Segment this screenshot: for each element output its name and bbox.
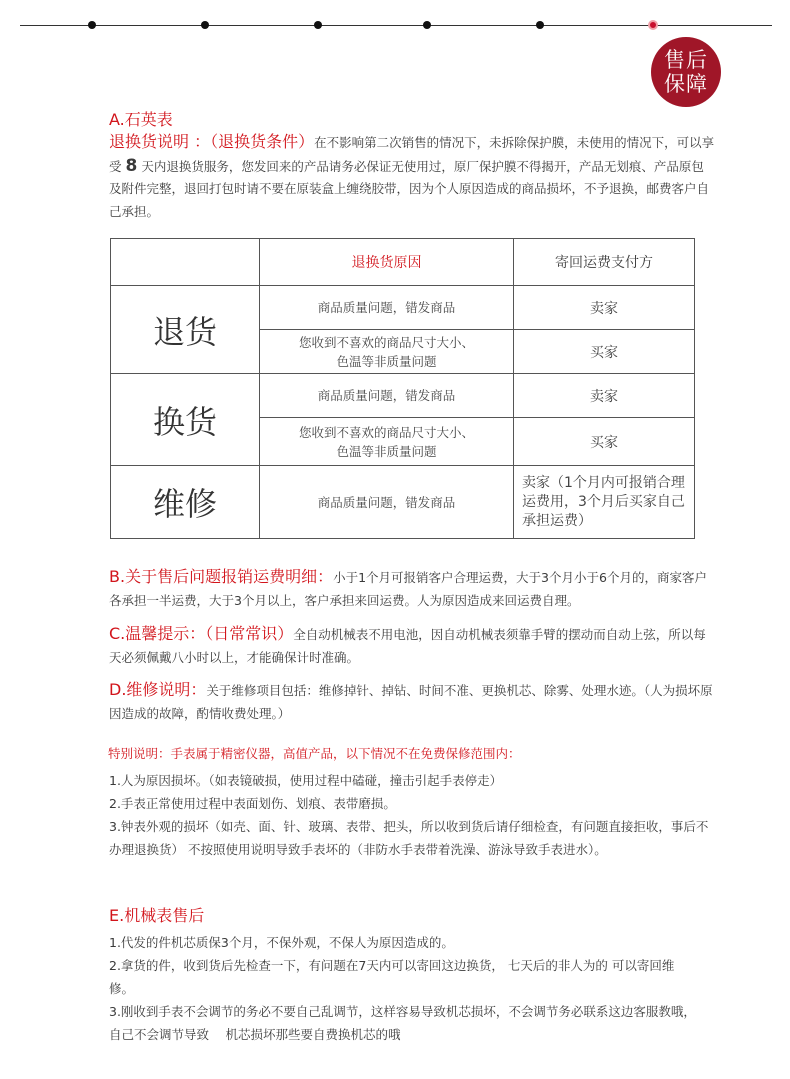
list-item: 2.拿货的件，收到货后先检查一下，有问题在7天内可以寄回这边换货， 七天后的非人为的 可以寄回维修。 [109, 958, 675, 996]
badge-line1: 售后 [664, 48, 708, 72]
timeline-dot [88, 21, 96, 29]
payer-cell: 卖家 [514, 374, 695, 418]
list-item: 1.代发的件机芯质保3个月，不保外观，不保人为原因造成的。 [109, 935, 454, 950]
payer-cell: 买家 [514, 418, 695, 466]
payer-cell: 卖家 [514, 286, 695, 330]
table-header-payer: 寄回运费支付方 [514, 239, 695, 286]
list-item: 2.手表正常使用过程中表面划伤、划痕、表带磨损。 [109, 796, 396, 811]
payer-cell: 卖家（1个月内可报销合理运费用，3个月后买家自己承担运费） [514, 466, 695, 539]
timeline-dot [201, 21, 209, 29]
special-list [109, 769, 709, 861]
table-row [111, 374, 695, 418]
section-e-title: E.机械表售后 [109, 906, 205, 925]
reason-cell: 商品质量问题，错发商品 [260, 286, 514, 330]
reason-line: 色温等非质量问题 [336, 443, 437, 459]
list-item: 3.钟表外观的损坏（如壳、面、针、玻璃、表带、把头，所以收到货后请仔细检查，有问题直接拒收，事后不办理退换货） 不按照使用说明导致手表坏的（非防水手表带着洗澡、游泳导致手表进水）。 [109, 819, 709, 857]
badge-line2: 保障 [664, 72, 708, 96]
section-a-text-1: 在不影响第二次销售的情况下，未拆除保护膜，未使用的情况下，可以享受 [109, 135, 715, 174]
section-c-text: 全自动机械表不用电池，因自动机械表须靠手臂的摆动而自动上弦，所以每天必须佩戴八小时以上，才能确保计时准确。 [109, 627, 706, 665]
section-e-list [109, 931, 699, 1046]
reason-line: 色温等非质量问题 [336, 353, 437, 369]
reason-line: 您收到不喜欢的商品尺寸大小、 [298, 424, 474, 440]
section-d [109, 679, 715, 725]
timeline-dot [536, 21, 544, 29]
section-c [109, 623, 715, 669]
timeline-dot-active [648, 20, 658, 30]
type-exchange: 换货 [111, 374, 260, 466]
table-row [111, 466, 695, 539]
section-b-text: 小于1个月可报销客户合理运费，大于3个月小于6个月的，商家客户各承担一半运费，大于3个月以上，客户承担来回运费。人为原因造成来回运费自理。 [109, 570, 707, 608]
after-sales-badge [651, 37, 721, 107]
section-a-days: 8 [125, 155, 138, 176]
section-b-label: B.关于售后问题报销运费明细： [109, 567, 334, 586]
reason-cell [260, 330, 514, 374]
timeline-dot [314, 21, 322, 29]
section-c-label: C.温馨提示：（日常常识） [109, 624, 294, 643]
return-policy-table [110, 238, 695, 539]
section-a-label: 退换货说明 ：（退换货条件） [109, 132, 315, 151]
section-b [109, 566, 719, 612]
section-d-text: 关于维修项目包括：维修掉针、掉钻、时间不准、更换机芯、除雾、处理水迹。（人为损坏原因造成的故障，酌情收费处理。） [109, 683, 713, 721]
table-header-reason: 退换货原因 [260, 239, 514, 286]
reason-cell [260, 418, 514, 466]
table-header-row [111, 239, 695, 286]
payer-cell: 买家 [514, 330, 695, 374]
reason-line: 您收到不喜欢的商品尺寸大小、 [298, 334, 474, 350]
type-return: 退货 [111, 286, 260, 374]
reason-cell: 商品质量问题，错发商品 [260, 466, 514, 539]
section-a-text-2: 天内退换货服务，您发回来的产品请务必保证无使用过，原厂保护膜不得揭开，产品无划痕、产品原包及附件完整，退回打包时请不要在原装盒上缠绕胶带，因为个人原因造成的商品损坏，不予退换，邮费客户自己承担。 [109, 158, 710, 219]
list-item: 1.人为原因损坏。（如表镜破损，使用过程中磕碰，撞击引起手表停走） [109, 773, 503, 788]
reason-cell: 商品质量问题，错发商品 [260, 374, 514, 418]
type-repair: 维修 [111, 466, 260, 539]
table-row [111, 286, 695, 330]
timeline-line [20, 25, 772, 26]
timeline-dot [423, 21, 431, 29]
table-header-empty [111, 239, 260, 286]
list-item: 3.刚收到手表不会调节的务必不要自己乱调节，这样容易导致机芯损坏，不会调节务必联系这边客服教哦，自己不会调节导致 机芯损坏那些要自费换机芯的哦 [109, 1004, 696, 1042]
section-d-label: D.维修说明： [109, 680, 207, 699]
section-a [109, 110, 715, 223]
special-note: 特别说明：手表属于精密仪器，高值产品，以下情况不在免费保修范围内： [108, 746, 521, 761]
section-a-title: A.石英表 [109, 110, 173, 129]
